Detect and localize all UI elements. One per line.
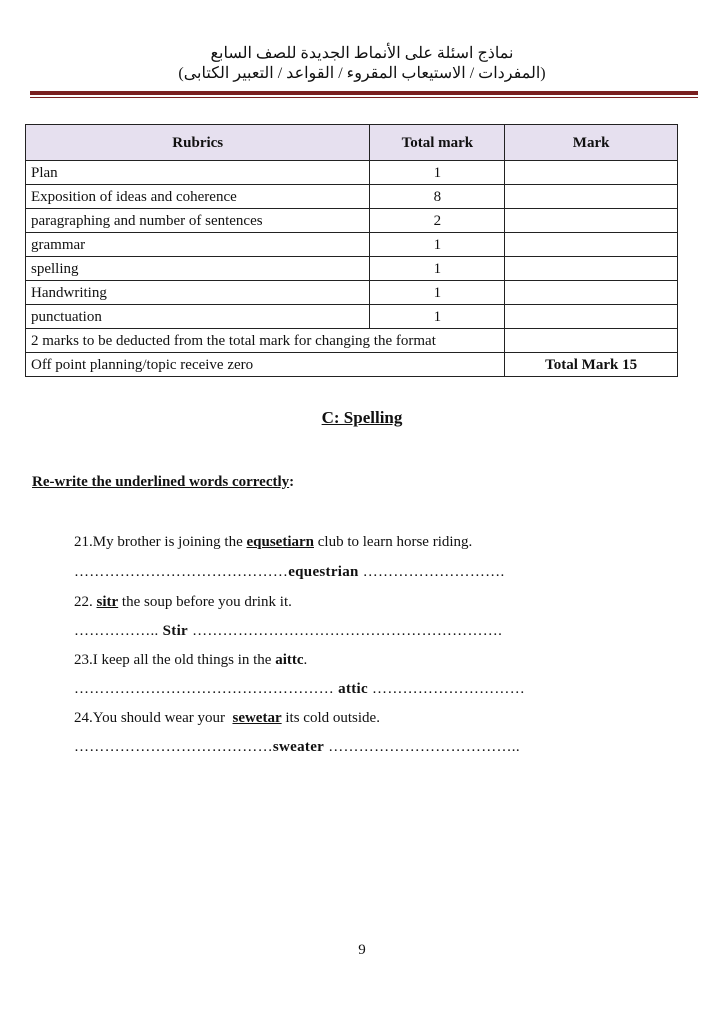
mark-cell [505,185,678,209]
answer-word: equestrian [288,564,359,580]
answer-23 [74,681,525,698]
total-mark-cell: 8 [370,185,505,209]
header-subtitle: (المفردات / الاستيعاب المقروء / القواعد / التعبير الكتابى) [178,65,546,82]
misspelled-word: sewetar [232,710,282,726]
question-23 [74,652,307,669]
table-row [26,329,678,353]
question-text-after: the soup before you drink it. [118,594,292,610]
answer-dots-before: …………………………………………… [74,681,339,697]
total-mark-cell: 1 [370,161,505,185]
rubric-cell: Plan [26,161,370,185]
answer-dots-before: …………….. [74,623,163,639]
answer-21 [74,564,505,581]
section-title: C: Spelling [321,408,403,427]
mark-cell [505,257,678,281]
question-text-after: its cold outside. [281,710,380,726]
total-mark-label: Total Mark 15 [505,353,678,377]
misspelled-word: sitr [96,594,119,610]
misspelled-word: aittc [275,652,304,668]
rubric-cell: punctuation [26,305,370,329]
answer-dots-after: ……………………………………………………. [188,623,503,639]
table-row [26,281,678,305]
answer-dots-after: ………………………… [367,681,526,697]
table-header-row [26,125,678,161]
table-row [26,257,678,281]
table-row [26,161,678,185]
table-row [26,233,678,257]
total-mark-cell: 1 [370,257,505,281]
question-text-before: You should wear your [92,710,233,726]
table-row [26,305,678,329]
column-header-mark: Mark [505,125,678,161]
question-text-before: I keep all the old things in the [92,652,276,668]
column-header-rubrics: Rubrics [26,125,370,161]
mark-cell [505,161,678,185]
question-number: 23. [74,652,93,668]
instruction [32,474,294,491]
answer-word: Stir [162,623,189,639]
mark-cell [505,305,678,329]
answer-dots-before: …………………………………… [74,564,289,580]
total-mark-cell: 1 [370,281,505,305]
answer-24 [74,739,520,756]
rubric-cell: spelling [26,257,370,281]
rubric-cell: grammar [26,233,370,257]
header-rule-thin [30,97,698,98]
question-text-after: . [303,652,308,668]
header-title: نماذج اسئلة على الأنماط الجديدة للصف السابع [210,45,514,62]
question-22 [74,594,292,611]
rubric-cell: Handwriting [26,281,370,305]
answer-word: attic [338,681,368,697]
total-mark-cell: 1 [370,233,505,257]
rubrics-table [25,124,678,377]
column-header-total-mark: Total mark [370,125,505,161]
rubric-cell: paragraphing and number of sentences [26,209,370,233]
question-24 [74,710,380,727]
instruction-colon: : [289,474,295,490]
table-row [26,353,678,377]
instruction-text: Re-write the underlined words correctly [32,474,290,490]
answer-dots-after: ……………………………….. [324,739,520,755]
total-mark-cell: 2 [370,209,505,233]
deduction-note-cell: 2 marks to be deducted from the total mark for changing the format [26,329,505,353]
mark-cell [505,329,678,353]
zero-note-cell: Off point planning/topic receive zero [26,353,505,377]
question-number: 21. [74,534,93,550]
table-row [26,185,678,209]
question-text-after: club to learn horse riding. [314,534,473,550]
table-row [26,209,678,233]
total-mark-cell: 1 [370,305,505,329]
header-rule-thick [30,91,698,95]
page-number: 9 [358,942,366,958]
answer-word: sweater [272,739,325,755]
answer-dots-after: ………………………. [358,564,505,580]
question-number: 24. [74,710,93,726]
question-number: 22. [74,594,97,610]
mark-cell [505,233,678,257]
mark-cell [505,209,678,233]
question-21 [74,534,472,551]
answer-dots-before: ………………………………… [74,739,273,755]
mark-cell [505,281,678,305]
rubric-cell: Exposition of ideas and coherence [26,185,370,209]
answer-22 [74,623,502,640]
misspelled-word: equsetiarn [246,534,314,550]
question-text-before: My brother is joining the [92,534,247,550]
document-header [0,44,724,84]
